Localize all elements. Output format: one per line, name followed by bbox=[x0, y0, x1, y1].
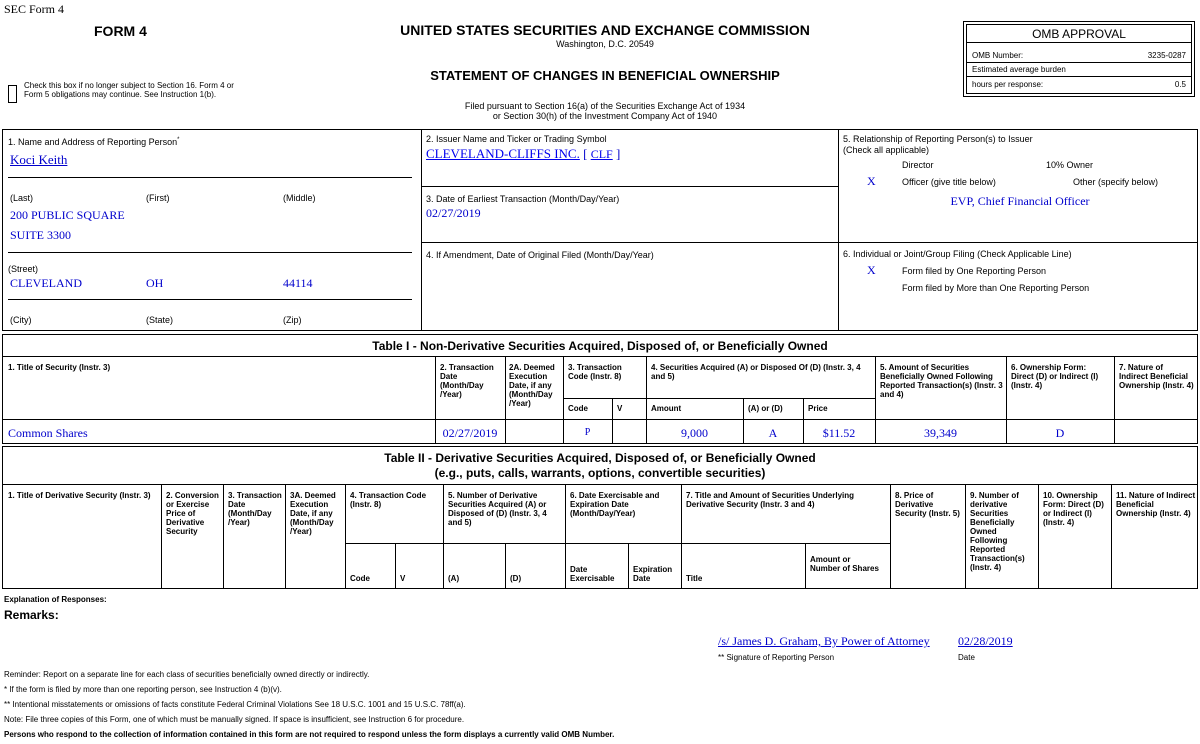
t1-row-owned: 39,349 bbox=[924, 426, 957, 440]
filed-pursuant-line-2: or Section 30(h) of the Investment Company Act of 1940 bbox=[492, 111, 718, 121]
street-line-1: 200 PUBLIC SQUARE bbox=[10, 208, 125, 222]
t1-col-owned: 5. Amount of Securities Beneficially Owned Following Reported Transaction(s) (Instr. 3 and 4) bbox=[880, 363, 1003, 399]
omb-number-value: 3235-0287 bbox=[1147, 51, 1186, 60]
zip-value: 44114 bbox=[283, 276, 313, 290]
one-person-check-mark: X bbox=[867, 263, 876, 277]
officer-check-mark: X bbox=[867, 174, 876, 188]
footer-reminder: Reminder: Report on a separate line for each class of securities beneficially owned directly or indirectly. bbox=[4, 670, 370, 679]
omb-number-label: OMB Number: bbox=[972, 51, 1024, 60]
section16-checkbox[interactable] bbox=[8, 85, 17, 103]
signature-date: 02/28/2019 bbox=[958, 634, 1013, 648]
first-label: (First) bbox=[146, 193, 170, 203]
t1-col-securities: 4. Securities Acquired (A) or Disposed Of (D) (Instr. 3, 4 and 5) bbox=[651, 363, 861, 381]
reporting-person-label: 1. Name and Address of Reporting Person* bbox=[8, 137, 180, 147]
t2-col-code: 4. Transaction Code (Instr. 8) bbox=[350, 491, 427, 509]
zip-label: (Zip) bbox=[283, 315, 302, 325]
t1-row-amount: 9,000 bbox=[681, 426, 708, 440]
officer-title-value: EVP, Chief Financial Officer bbox=[950, 194, 1090, 208]
omb-hours-label: hours per response: bbox=[972, 80, 1044, 89]
one-person-option: Form filed by One Reporting Person bbox=[902, 266, 1047, 276]
t2-col-number: 5. Number of Derivative Securities Acquired (A) or Disposed of (D) (Instr. 3, 4 and 5) bbox=[448, 491, 547, 527]
omb-approval-box bbox=[963, 21, 1195, 97]
table-2-title: Table II - Derivative Securities Acquired, Disposed of, or Beneficially Owned bbox=[384, 451, 816, 465]
earliest-transaction-label: 3. Date of Earliest Transaction (Month/Day/Year) bbox=[426, 194, 620, 204]
t2-sub-code: Code bbox=[350, 574, 370, 583]
earliest-transaction-date: 02/27/2019 bbox=[426, 206, 481, 220]
city-value: CLEVELAND bbox=[10, 276, 82, 290]
t2-col-conversion: 2. Conversion or Exercise Price of Derivative Security bbox=[166, 491, 219, 536]
form-title: FORM 4 bbox=[94, 23, 147, 39]
t1-row-aord: A bbox=[768, 426, 778, 440]
t2-col-deemed: 3A. Deemed Execution Date, if any (Month/Day /Year) bbox=[290, 491, 336, 536]
reporting-person-name-link[interactable]: Koci Keith bbox=[10, 152, 68, 167]
t1-row-form: D bbox=[1055, 426, 1065, 440]
omb-burden-label: Estimated average burden bbox=[972, 65, 1066, 74]
t1-col-form: 6. Ownership Form: Direct (D) or Indirect (I) (Instr. 4) bbox=[1011, 363, 1099, 390]
amendment-label: 4. If Amendment, Date of Original Filed (Month/Day/Year) bbox=[426, 250, 654, 260]
t1-row-date: 02/27/2019 bbox=[442, 426, 498, 440]
ten-pct-owner-option: 10% Owner bbox=[1046, 160, 1094, 170]
t2-col-exercisable: 6. Date Exercisable and Expiration Date (Month/Day/Year) bbox=[570, 491, 660, 518]
t2-col-title: 1. Title of Derivative Security (Instr. 3) bbox=[8, 491, 151, 500]
omb-title: OMB APPROVAL bbox=[1032, 27, 1126, 41]
state-label: (State) bbox=[146, 315, 174, 325]
t1-row-price: $11.52 bbox=[822, 426, 856, 440]
t2-sub-a: (A) bbox=[448, 574, 460, 583]
issuer-line: CLEVELAND-CLIFFS INC. [ CLF ] bbox=[426, 146, 621, 161]
t2-col-underlying: 7. Title and Amount of Securities Underlying Derivative Security (Instr. 3 and 4) bbox=[686, 491, 855, 509]
issuer-ticker-link[interactable]: CLF bbox=[590, 147, 613, 161]
filed-pursuant-line-1: Filed pursuant to Section 16(a) of the Securities Exchange Act of 1934 bbox=[464, 101, 746, 111]
t1-row-code: P bbox=[584, 427, 591, 438]
t2-sub-title: Title bbox=[686, 574, 703, 583]
filing-label: 6. Individual or Joint/Group Filing (Check Applicable Line) bbox=[843, 249, 1072, 259]
t1-sub-v: V bbox=[617, 404, 623, 413]
officer-option: Officer (give title below) bbox=[902, 177, 996, 187]
t2-sub-v: V bbox=[400, 574, 406, 583]
agency-title: UNITED STATES SECURITIES AND EXCHANGE COMMISSION bbox=[400, 22, 810, 38]
t2-col-date: 3. Transaction Date (Month/Day /Year) bbox=[228, 491, 282, 527]
t2-sub-d: (D) bbox=[510, 574, 522, 583]
signature-date-label: Date bbox=[958, 653, 975, 662]
t2-sub-date-exercisable: Date Exercisable bbox=[570, 565, 615, 583]
signature-name: /s/ James D. Graham, By Power of Attorney bbox=[718, 634, 930, 648]
t1-col-date: 2. Transaction Date (Month/Day /Year) bbox=[440, 363, 494, 399]
t1-sub-code: Code bbox=[568, 404, 588, 413]
footer-note: Note: File three copies of this Form, one of which must be manually signed. If space is insufficient, see Instruction 6 for procedure. bbox=[4, 715, 465, 724]
table-1-title: Table I - Non-Derivative Securities Acquired, Disposed of, or Beneficially Owned bbox=[372, 339, 828, 353]
footer-instruction: * If the form is filed by more than one reporting person, see Instruction 4 (b)(v). bbox=[4, 685, 282, 694]
explanation-label: Explanation of Responses: bbox=[4, 595, 107, 604]
middle-label: (Middle) bbox=[283, 193, 316, 203]
state-value: OH bbox=[146, 276, 164, 290]
relationship-label: 5. Relationship of Reporting Person(s) to Issuer bbox=[843, 134, 1033, 144]
t1-col-code: 3. Transaction Code (Instr. 8) bbox=[568, 363, 622, 381]
agency-city: Washington, D.C. 20549 bbox=[556, 39, 654, 49]
issuer-name-link[interactable]: CLEVELAND-CLIFFS INC. bbox=[426, 146, 580, 161]
relationship-sub: (Check all applicable) bbox=[843, 145, 930, 155]
t1-col-title: 1. Title of Security (Instr. 3) bbox=[8, 363, 111, 372]
footer-violations: ** Intentional misstatements or omissions of facts constitute Federal Criminal Violations See 18 U.S.C. 1001 and 15 U.S.C. 78ff(a). bbox=[4, 700, 466, 709]
director-option: Director bbox=[902, 160, 934, 170]
t1-row-title: Common Shares bbox=[8, 426, 88, 440]
t2-col-price: 8. Price of Derivative Security (Instr. 5) bbox=[895, 491, 960, 518]
remarks-label: Remarks: bbox=[4, 608, 59, 622]
signature-label: ** Signature of Reporting Person bbox=[718, 653, 835, 662]
t2-col-nature: 11. Nature of Indirect Beneficial Ownership (Instr. 4) bbox=[1116, 491, 1196, 518]
more-persons-option: Form filed by More than One Reporting Person bbox=[902, 283, 1090, 293]
t2-sub-expiration: Expiration Date bbox=[633, 565, 673, 583]
other-option: Other (specify below) bbox=[1073, 177, 1159, 187]
last-label: (Last) bbox=[10, 193, 34, 203]
t1-sub-amount: Amount bbox=[651, 404, 682, 413]
table-2-subtitle: (e.g., puts, calls, warrants, options, convertible securities) bbox=[434, 466, 766, 480]
t2-col-owned: 9. Number of derivative Securities Beneficially Owned Following Reported Transaction(s) (Instr. 4) bbox=[970, 491, 1025, 572]
street-line-2: SUITE 3300 bbox=[10, 228, 71, 242]
t1-col-deemed: 2A. Deemed Execution Date, if any (Month/Day /Year) bbox=[509, 363, 555, 408]
t1-sub-aord: (A) or (D) bbox=[748, 404, 783, 413]
t1-col-nature: 7. Nature of Indirect Beneficial Ownership (Instr. 4) bbox=[1119, 363, 1194, 390]
sec-form-label: SEC Form 4 bbox=[4, 2, 65, 16]
t2-col-form: 10. Ownership Form: Direct (D) or Indirect (I) (Instr. 4) bbox=[1043, 491, 1104, 527]
issuer-label: 2. Issuer Name and Ticker or Trading Symbol bbox=[426, 134, 607, 144]
section16-text: Check this box if no longer subject to Section 16. Form 4 or Form 5 obligations may continue. See Instruction 1(b). bbox=[24, 81, 234, 99]
street-label: (Street) bbox=[8, 264, 39, 274]
footer-omb-notice: Persons who respond to the collection of information contained in this form are not required to respond unless the form displays a currently valid OMB Number. bbox=[4, 730, 615, 739]
t2-sub-amount: Amount or Number of Shares bbox=[810, 555, 879, 573]
omb-hours-value: 0.5 bbox=[1174, 80, 1186, 89]
statement-title: STATEMENT OF CHANGES IN BENEFICIAL OWNERSHIP bbox=[430, 68, 780, 83]
city-label: (City) bbox=[10, 315, 32, 325]
t1-sub-price: Price bbox=[808, 404, 828, 413]
